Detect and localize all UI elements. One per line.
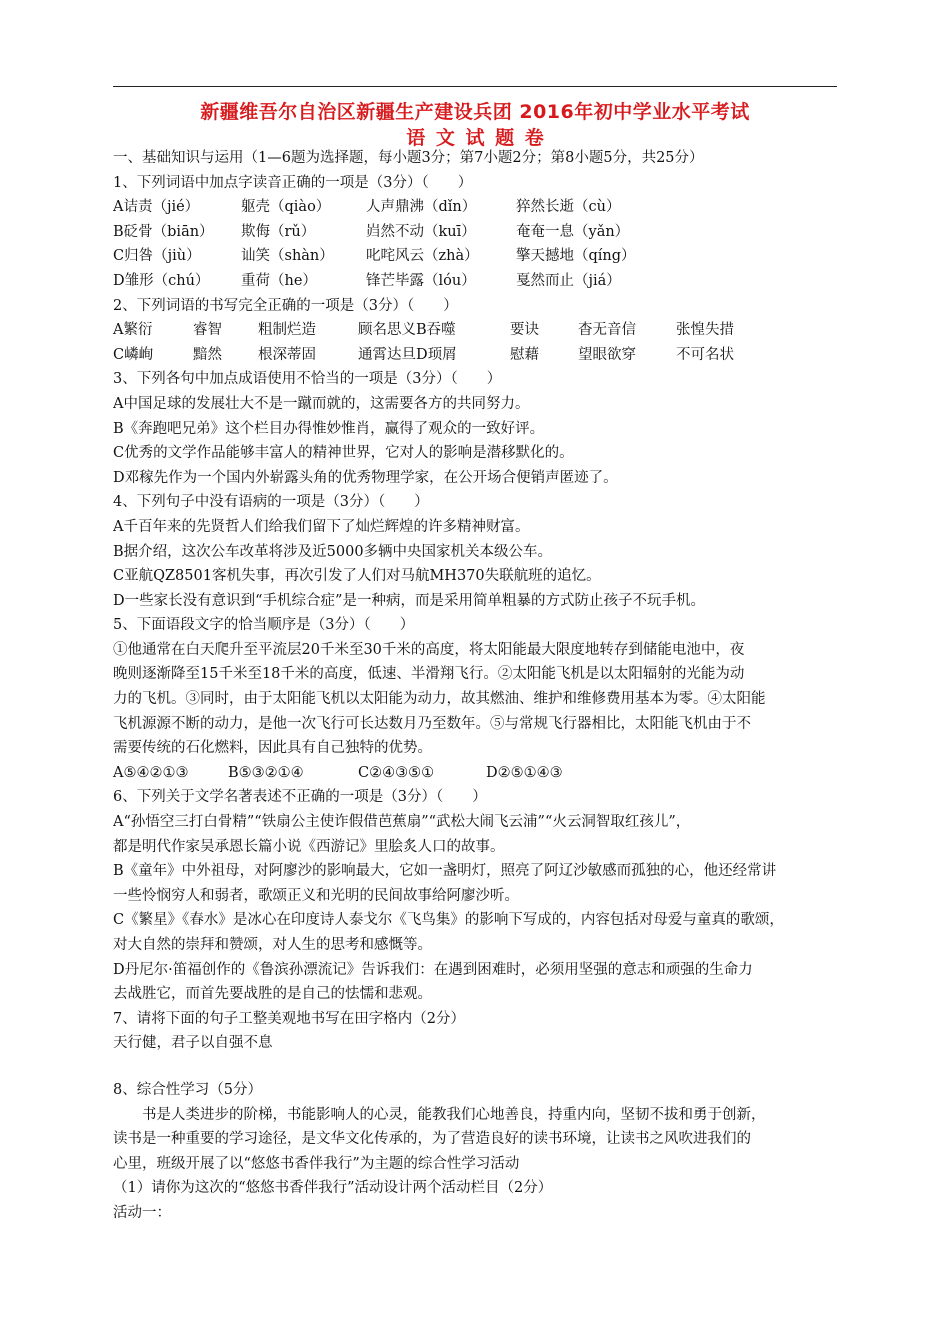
header-rule bbox=[113, 86, 837, 87]
question-5-passage-line: ①他通常在白天爬升至平流层20千米至30千米的高度，将太阳能最大限度地转存到储能电池中，夜 bbox=[113, 641, 745, 658]
option-cell: 躯壳（qiào） bbox=[241, 199, 331, 216]
question-3-option-b: B《奔跑吧兄弟》这个栏目办得惟妙惟肖，赢得了观众的一致好评。 bbox=[113, 420, 545, 437]
question-3-option-d: D邓稼先作为一个国内外崭露头角的优秀物理学家，在公开场合便销声匿迹了。 bbox=[113, 469, 618, 486]
question-6-stem: 6、下列关于文学名著表述不正确的一项是（3分）（ ） bbox=[113, 789, 487, 806]
question-8-passage-line: 心里，班级开展了以“悠悠书香伴我行”为主题的综合性学习活动 bbox=[113, 1155, 520, 1172]
option-cell: C归咎（jiù） bbox=[113, 248, 201, 265]
option-cell: A⑤④②①③ bbox=[113, 764, 189, 781]
question-6-line: 去战胜它，而首先要战胜的是自己的怯懦和悲观。 bbox=[113, 986, 432, 1003]
question-5-passage-line: 飞机源源不断的动力，是他一次飞行可长达数月乃至数年。⑤与常规飞行器相比，太阳能飞机由于不 bbox=[113, 715, 751, 732]
option-cell: 重荷（he） bbox=[241, 272, 317, 289]
question-8-stem: 8、综合性学习（5分） bbox=[113, 1081, 262, 1098]
question-1-row-d bbox=[113, 269, 837, 294]
option-cell: 张惶失措 bbox=[676, 322, 734, 339]
option-cell: 睿智 bbox=[193, 322, 222, 339]
spacer bbox=[113, 1056, 837, 1078]
option-cell: 根深蒂固 bbox=[258, 346, 316, 363]
option-cell: 叱咤风云（zhà） bbox=[366, 248, 479, 265]
question-4-option-a: A千百年来的先贤哲人们给我们留下了灿烂辉煌的许多精神财富。 bbox=[113, 518, 530, 535]
question-5-stem: 5、下面语段文字的恰当顺序是（3分）（ ） bbox=[113, 617, 415, 634]
option-cell: 奄奄一息（yǎn） bbox=[516, 223, 630, 240]
option-cell: 粗制烂造 bbox=[258, 322, 316, 339]
question-8-passage-line: 读书是一种重要的学习途径，是文华文化传承的，为了营造良好的读书环境，让读书之风吹进我们的 bbox=[113, 1131, 751, 1148]
option-cell: 岿然不动（kuī） bbox=[366, 223, 476, 240]
option-cell: 人声鼎沸（dǐn） bbox=[366, 199, 477, 216]
question-6-line: D丹尼尔·笛福创作的《鲁滨孙漂流记》告诉我们：在遇到困难时，必须用坚强的意志和顽强的生命力 bbox=[113, 961, 753, 978]
option-cell: 杳无音信 bbox=[578, 322, 636, 339]
activity-1-label: 活动一： bbox=[113, 1204, 171, 1221]
question-2-row-1 bbox=[113, 318, 837, 343]
option-cell: C②④③⑤① bbox=[358, 764, 435, 781]
question-4-option-b: B据介绍，这次公车改革将涉及近5000多辆中央国家机关本级公车。 bbox=[113, 543, 553, 560]
question-3-stem: 3、下列各句中加点成语使用不恰当的一项是（3分）（ ） bbox=[113, 371, 502, 388]
exam-title: 新疆维吾尔自治区新疆生产建设兵团 2016年初中学业水平考试 bbox=[200, 101, 750, 123]
question-6-line: C《繁星》《春水》是冰心在印度诗人泰戈尔《飞鸟集》的影响下写成的，内容包括对母爱与童真的歌颂， bbox=[113, 912, 784, 929]
question-1-row-b bbox=[113, 220, 837, 245]
option-cell: 锋芒毕露（lóu） bbox=[366, 272, 476, 289]
question-4-option-c: C亚航QZ8501客机失事，再次引发了人们对马航MH370失联航班的追忆。 bbox=[113, 568, 601, 585]
question-6-line: 对大自然的崇拜和赞颂，对人生的思考和感慨等。 bbox=[113, 937, 432, 953]
option-cell: C嶙峋 bbox=[113, 346, 154, 363]
option-cell: 欺侮（rǔ） bbox=[241, 223, 316, 240]
question-4-option-d: D一些家长没有意识到“手机综合症”是一种病，而是采用简单粗暴的方式防止孩子不玩手机。 bbox=[113, 592, 705, 609]
option-cell: D②⑤①④③ bbox=[486, 764, 563, 781]
question-5-options bbox=[113, 761, 837, 786]
question-1-row-a bbox=[113, 195, 837, 220]
option-cell: A繁衍 bbox=[113, 322, 153, 339]
question-6-line: 一些怜悯穷人和弱者，歌颂正义和光明的民间故事给阿廖沙听。 bbox=[113, 887, 519, 904]
option-cell: 擎天撼地（qíng） bbox=[516, 248, 636, 265]
question-5-passage-line: 晚则逐渐降至15千米至18千米的高度，低速、半滑翔飞行。②太阳能飞机是以太阳辐射的光能为动 bbox=[113, 666, 745, 683]
question-1-stem: 1、下列词语中加点字读音正确的一项是（3分）（ ） bbox=[113, 174, 473, 191]
exam-subtitle: 语 文 试 题 卷 bbox=[406, 127, 544, 149]
option-cell: 通霄达旦D顼屑 bbox=[358, 346, 457, 363]
question-3-option-a: A中国足球的发展壮大不是一蹴而就的，这需要各方的共同努力。 bbox=[113, 395, 530, 412]
question-2-row-2 bbox=[113, 343, 837, 368]
option-cell: B⑤③②①④ bbox=[228, 764, 304, 781]
question-6-line: 都是明代作家吴承恩长篇小说《西游记》里脍炙人口的故事。 bbox=[113, 838, 505, 855]
option-cell: 黯然 bbox=[193, 346, 222, 363]
question-5-passage-line: 需要传统的石化燃料，因此具有自己独特的优势。 bbox=[113, 740, 432, 757]
option-cell: 要诀 bbox=[510, 322, 539, 339]
question-8-subquestion-1: （1）请你为这次的“悠悠书香伴我行”活动设计两个活动栏目（2分） bbox=[113, 1180, 553, 1197]
question-8-passage-line: 书是人类进步的阶梯，书能影响人的心灵，能教我们心地善良，持重内向，坚韧不拔和勇于创新， bbox=[142, 1106, 766, 1123]
option-cell: 猝然长逝（cù） bbox=[516, 199, 621, 216]
option-cell: D雏形（chú） bbox=[113, 272, 210, 289]
question-2-stem: 2、下列词语的书写完全正确的一项是（3分）（ ） bbox=[113, 297, 458, 314]
question-3-option-c: C优秀的文学作品能够丰富人的精神世界，它对人的影响是潜移默化的。 bbox=[113, 445, 574, 462]
exam-content bbox=[113, 146, 837, 1226]
option-cell: A诘责（jié） bbox=[113, 199, 200, 216]
option-cell: 顾名思义B吞噬 bbox=[358, 322, 456, 339]
option-cell: 不可名状 bbox=[676, 346, 734, 363]
option-cell: 慰藉 bbox=[510, 346, 539, 363]
question-6-line: B《童年》中外祖母，对阿廖沙的影响最大，它如一盏明灯，照亮了阿辽沙敏感而孤独的心，他还经常讲 bbox=[113, 863, 777, 880]
option-cell: B砭骨（biān） bbox=[113, 223, 214, 240]
question-6-line: A“孙悟空三打白骨精”“铁扇公主使诈假借芭蕉扇”“武松大闹飞云浦”“火云洞智取红孩儿”， bbox=[113, 814, 691, 831]
option-cell: 望眼欲穿 bbox=[578, 346, 636, 363]
section-heading: 一、基础知识与运用（1—6题为选择题，每小题3分；第7小题2分；第8小题5分，共25分） bbox=[113, 150, 704, 166]
question-4-stem: 4、下列句子中没有语病的一项是（3分）（ ） bbox=[113, 494, 429, 511]
question-5-passage-line: 力的飞机。③同时，由于太阳能飞机以太阳能为动力，故其燃油、维护和维修费用基本为零。④太阳能 bbox=[113, 691, 766, 708]
question-7-stem: 7、请将下面的句子工整美观地书写在田字格内（2分） bbox=[113, 1010, 465, 1027]
option-cell: 戛然而止（jiá） bbox=[516, 272, 621, 289]
option-cell: 讪笑（shàn） bbox=[241, 248, 334, 265]
question-7-sentence: 天行健，君子以自强不息 bbox=[113, 1035, 273, 1052]
question-1-row-c bbox=[113, 244, 837, 269]
